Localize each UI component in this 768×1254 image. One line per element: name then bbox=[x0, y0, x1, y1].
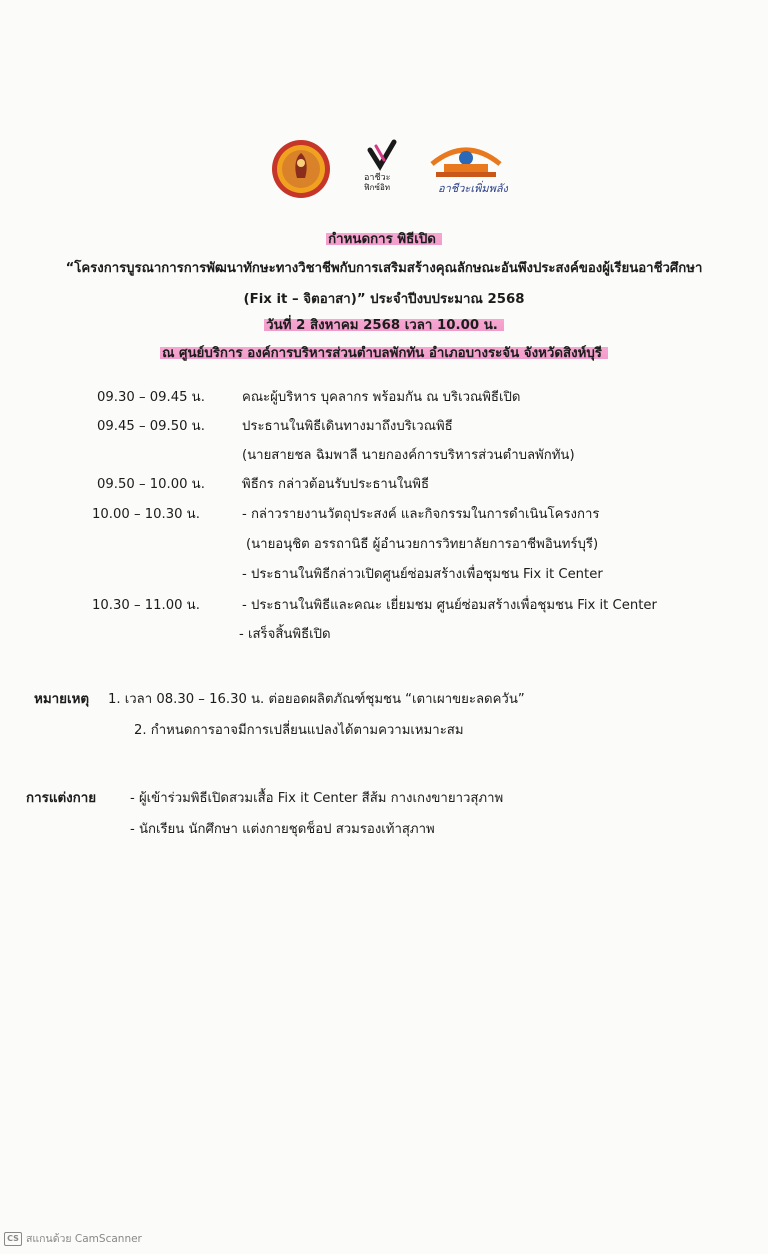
agenda-title bbox=[0, 228, 768, 249]
scanner-watermark bbox=[4, 1230, 142, 1247]
venue-line bbox=[0, 342, 768, 363]
scanner-watermark-text: สแกนด้วย CamScanner bbox=[26, 1233, 142, 1245]
schedule-time: 09.45 – 09.50 น. bbox=[97, 419, 205, 434]
ovec-seal-logo bbox=[268, 138, 334, 200]
date-time-text: วันที่ 2 สิงหาคม 2568 เวลา 10.00 น. bbox=[264, 318, 504, 333]
schedule-desc: พิธีกร กล่าวต้อนรับประธานในพิธี bbox=[242, 477, 430, 492]
camscanner-icon: CS bbox=[4, 1232, 22, 1246]
schedule-desc: ประธานในพิธีเดินทางมาถึงบริเวณพิธี bbox=[242, 419, 453, 434]
venue-text: ณ ศูนย์บริการ องค์การบริหารส่วนตำบลพักทัน อำเภอบางระจัน จังหวัดสิงห์บุรี bbox=[160, 346, 608, 361]
schedule-desc: (นายอนุชิต อรรถานิธี ผู้อำนวยการวิทยาลัยการอาชีพอินทร์บุรี) bbox=[246, 537, 599, 552]
remarks-item: 1. เวลา 08.30 – 16.30 น. ต่อยอดผลิตภัณฑ์ชุมชน “เตาเผาขยะลดควัน” bbox=[108, 692, 525, 707]
schedule-desc: - ประธานในพิธีกล่าวเปิดศูนย์ซ่อมสร้างเพื่อชุมชน Fix it Center bbox=[242, 567, 603, 582]
schedule-time: 09.30 – 09.45 น. bbox=[97, 390, 205, 405]
vocational-excellence-logo bbox=[424, 140, 508, 198]
fix-it-logo bbox=[360, 136, 404, 198]
dress-code-label: การแต่งกาย bbox=[26, 791, 97, 806]
remarks-item: 2. กำหนดการอาจมีการเปลี่ยนแปลงได้ตามความเหมาะสม bbox=[134, 723, 464, 738]
svg-text:อาชีวะ: อาชีวะ bbox=[364, 173, 391, 183]
schedule-desc: - ประธานในพิธีและคณะ เยี่ยมชม ศูนย์ซ่อมสร้างเพื่อชุมชน Fix it Center bbox=[242, 598, 657, 613]
schedule-desc: - เสร็จสิ้นพิธีเปิด bbox=[239, 627, 331, 642]
dress-code-item: - ผู้เข้าร่วมพิธีเปิดสวมเสื้อ Fix it Center สีส้ม กางเกงขายาวสุภาพ bbox=[130, 791, 504, 806]
project-name-line1: “โครงการบูรณาการการพัฒนาทักษะทางวิชาชีพกับการเสริมสร้างคุณลักษณะอันพึงประสงค์ของผู้เรียนอาชีวศึกษา bbox=[65, 261, 703, 276]
agenda-title-text: กำหนดการ พิธีเปิด bbox=[326, 232, 442, 247]
svg-text:ฟิกซ์อิท: ฟิกซ์อิท bbox=[364, 183, 391, 192]
schedule-desc: - กล่าวรายงานวัตถุประสงค์ และกิจกรรมในการดำเนินโครงการ bbox=[242, 507, 600, 522]
project-name-line2: (Fix it – จิตอาสา)” ประจำปีงบประมาณ 2568 bbox=[243, 292, 525, 307]
svg-text:อาชีวะเพิ่มพลัง: อาชีวะเพิ่มพลัง bbox=[438, 182, 508, 195]
schedule-desc: คณะผู้บริหาร บุคลากร พร้อมกัน ณ บริเวณพิธีเปิด bbox=[242, 390, 521, 405]
schedule-time: 10.30 – 11.00 น. bbox=[92, 598, 200, 613]
remarks-label: หมายเหตุ bbox=[34, 692, 90, 707]
logo-row bbox=[0, 138, 768, 202]
schedule-time: 10.00 – 10.30 น. bbox=[92, 507, 200, 522]
date-time-line bbox=[0, 314, 768, 335]
schedule-desc: (นายสายชล ฉิมพาลี นายกองค์การบริหารส่วนตำบลพักทัน) bbox=[242, 448, 575, 463]
schedule-time: 09.50 – 10.00 น. bbox=[97, 477, 205, 492]
dress-code-item: - นักเรียน นักศึกษา แต่งกายชุดช็อป สวมรองเท้าสุภาพ bbox=[130, 822, 435, 837]
